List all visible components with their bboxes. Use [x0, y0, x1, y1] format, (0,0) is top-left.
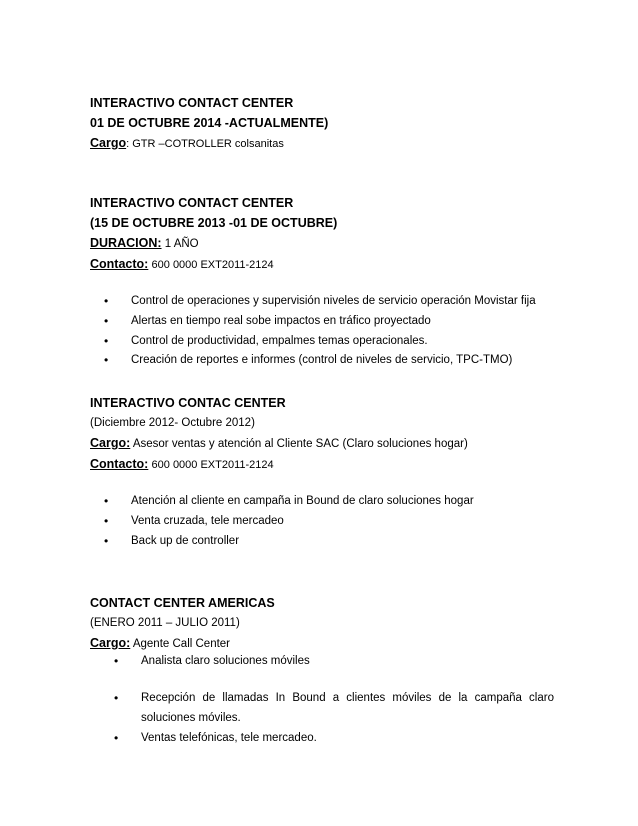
contacto-label: Contacto: [90, 457, 149, 471]
duties-list-2 [104, 294, 584, 373]
duracion-label: DURACION: [90, 236, 162, 250]
list-item: • Ventas telefónicas, tele mercadeo. [114, 731, 317, 745]
section-job-2 [90, 193, 337, 275]
bullet-icon: • [114, 654, 119, 668]
company-name: CONTACT CENTER AMERICAS [90, 596, 275, 610]
duracion-value: 1 AÑO [164, 238, 199, 250]
cargo-label: Cargo: [90, 636, 131, 650]
contacto-value: 600 0000 EXT2011-2124 [151, 459, 274, 471]
bullet-icon: • [104, 313, 109, 328]
job-period: (ENERO 2011 – JULIO 2011) [90, 617, 240, 629]
list-item: • Analista claro soluciones móviles [114, 654, 310, 668]
cargo-value: Agente Call Center [132, 638, 231, 650]
contacto-line [90, 454, 468, 475]
company-name: INTERACTIVO CONTACT CENTER [90, 196, 294, 210]
bullet-icon: • [104, 513, 109, 528]
list-item: • Atención al cliente en campaña in Bound de claro soluciones hogar [104, 494, 474, 508]
duties-list-3 [104, 494, 584, 553]
company-name: INTERACTIVO CONTAC CENTER [90, 396, 286, 410]
cargo-line [90, 433, 468, 454]
cargo-line [90, 133, 328, 154]
list-item: • Alertas en tiempo real sobe impactos en tráfico proyectado [104, 313, 431, 328]
cargo-label: Cargo [90, 136, 127, 150]
section-job-4 [90, 593, 275, 654]
cargo-label: Cargo: [90, 436, 131, 450]
job-period: 01 DE OCTUBRE 2014 -ACTUALMENTE) [90, 116, 329, 130]
company-name: INTERACTIVO CONTACT CENTER [90, 96, 294, 110]
contacto-line [90, 254, 337, 275]
bullet-icon: • [104, 353, 109, 368]
bullet-icon: • [114, 691, 119, 705]
bullet-icon: • [104, 294, 109, 308]
duties-list-4 [114, 654, 554, 751]
bullet-icon: • [104, 494, 109, 508]
list-item: • Back up de controller [104, 533, 240, 548]
list-item-continuation: soluciones móviles. [141, 712, 241, 724]
job-period: (Diciembre 2012- Octubre 2012) [90, 417, 255, 429]
list-item: • Control de operaciones y supervisión niveles de servicio operación Movistar fija [104, 294, 536, 308]
contacto-value: 600 0000 EXT2011-2124 [151, 259, 274, 271]
bullet-icon: • [104, 533, 109, 548]
list-item: • Creación de reportes e informes (control de niveles de servicio, TPC-TMO) [104, 353, 513, 368]
cargo-line [90, 633, 275, 654]
list-item: • Control de productividad, empalmes temas operacionales. [104, 333, 428, 348]
cargo-value: : GTR –COTROLLER colsanitas [126, 138, 284, 150]
section-job-3 [90, 393, 468, 475]
section-job-1 [90, 93, 328, 154]
list-item: • Recepción de llamadas In Bound a clientes móviles de la campaña claro [114, 691, 554, 705]
duracion-line [90, 233, 337, 254]
list-item: • Venta cruzada, tele mercadeo [104, 513, 284, 528]
contacto-label: Contacto: [90, 257, 149, 271]
job-period: (15 DE OCTUBRE 2013 -01 DE OCTUBRE) [90, 216, 338, 230]
cargo-value: Asesor ventas y atención al Cliente SAC (Claro soluciones hogar) [132, 438, 468, 450]
bullet-icon: • [114, 731, 119, 745]
bullet-icon: • [104, 333, 109, 348]
